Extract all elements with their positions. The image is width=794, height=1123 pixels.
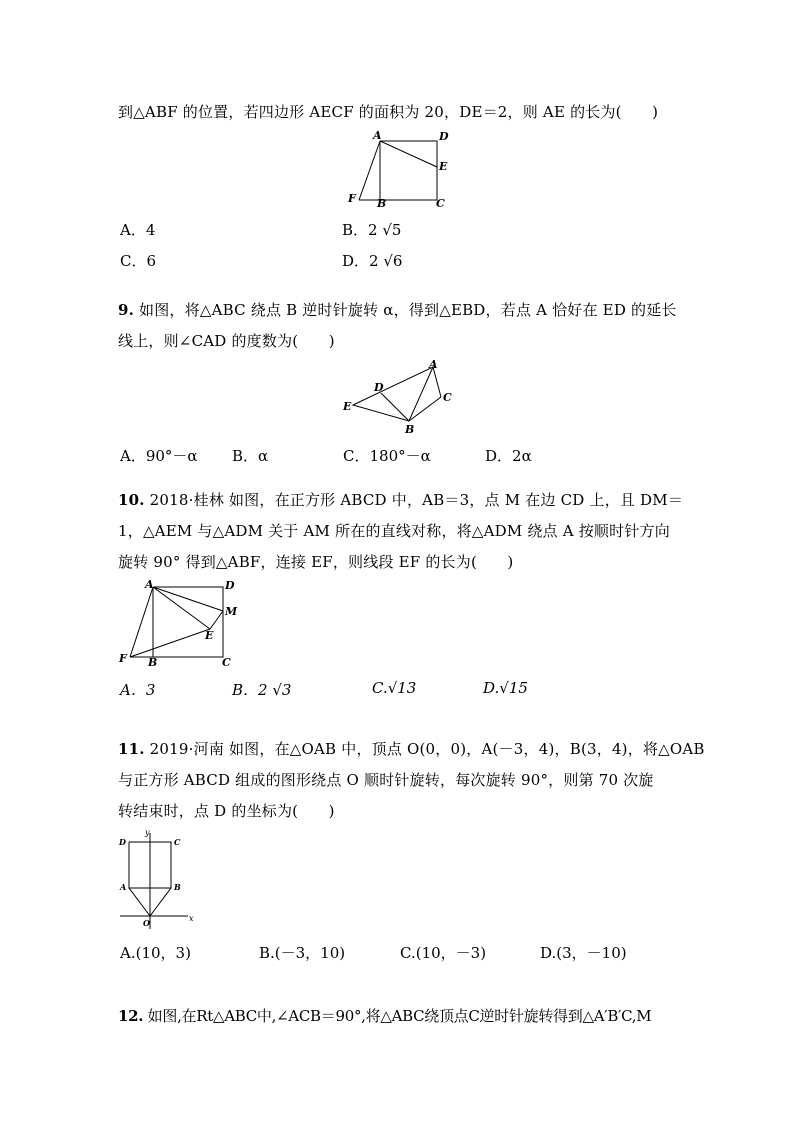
- q11-figure: [116, 826, 201, 935]
- q11-label-C: C: [174, 837, 181, 847]
- q11-option-c: C.(10，－3): [400, 944, 487, 962]
- q12-number: 12.: [118, 1007, 144, 1025]
- q10-line-2: 1，△AEM 与△ADM 关于 AM 所在的直线对称，将△ADM 绕点 A 按顺时针方向: [118, 522, 670, 540]
- q11-line-3: 转结束时，点 D 的坐标为( ): [118, 802, 335, 820]
- q10-label-F: F: [119, 652, 127, 665]
- q9-option-b: B．α: [232, 447, 269, 465]
- q10-label-E: E: [205, 629, 214, 642]
- q11-option-a: A.(10，3): [120, 944, 191, 962]
- q8-label-B: B: [377, 197, 387, 210]
- q10-option-a: A．3: [120, 681, 156, 699]
- q8-label-C: C: [436, 197, 445, 210]
- q10-line-3: 旋转 90° 得到△ABF，连接 EF，则线段 EF 的长为( ): [118, 553, 514, 571]
- q9-label-A: A: [429, 358, 438, 371]
- q10-figure: [118, 578, 248, 677]
- q8-label-E: E: [439, 160, 448, 173]
- q9-line-2: 线上，则∠CAD 的度数为( ): [118, 332, 335, 350]
- q8-label-F: F: [348, 192, 356, 205]
- q11-line-1: [118, 738, 705, 759]
- q10-option-b: B．2 √3: [232, 681, 292, 699]
- q9-option-d: D．2α: [485, 447, 532, 465]
- q11-option-d: D.(3，－10): [540, 944, 627, 962]
- q10-label-M: M: [225, 605, 238, 618]
- q9-option-c: C．180°－α: [343, 447, 431, 465]
- q9-figure: [340, 358, 460, 442]
- q10-label-B: B: [148, 656, 158, 669]
- q11-axis-x: x: [189, 914, 194, 923]
- q12-text-1: 如图,在Rt△ABC中,∠ACB＝90°,将△ABC绕顶点C逆时针旋转得到△A′B′C,M: [147, 1007, 652, 1025]
- q8-label-A: A: [373, 129, 382, 142]
- q8-option-b: B．2 √5: [342, 221, 402, 239]
- q9-label-B: B: [405, 423, 415, 436]
- q8-label-D: D: [439, 130, 449, 143]
- q11-label-B: B: [174, 882, 181, 892]
- q9-line-1: [118, 299, 677, 320]
- q11-number: 11.: [118, 740, 145, 758]
- q10-option-d: D.√15: [483, 679, 528, 697]
- q9-option-a: A．90°－α: [120, 447, 198, 465]
- q9-text-1: 如图，将△ABC 绕点 B 逆时针旋转 α，得到△EBD，若点 A 恰好在 ED 的延长: [139, 301, 677, 319]
- q10-label-C: C: [222, 656, 231, 669]
- q10-label-D: D: [225, 579, 235, 592]
- q8-option-a: A．4: [120, 221, 156, 239]
- q12-line-1: [118, 1005, 651, 1026]
- q9-label-D: D: [374, 381, 384, 394]
- q11-line-2: 与正方形 ABCD 组成的图形绕点 O 顺时针旋转，每次旋转 90°，则第 70 次旋: [118, 771, 654, 789]
- q11-label-O: O: [143, 918, 150, 928]
- q10-text-1: 2018·桂林 如图，在正方形 ABCD 中，AB＝3，点 M 在边 CD 上，且 DM＝: [149, 491, 684, 509]
- q10-number: 10.: [118, 491, 145, 509]
- q11-option-b: B.(－3，10): [259, 944, 346, 962]
- q8-stem-tail: 到△ABF 的位置，若四边形 AECF 的面积为 20，DE＝2，则 AE 的长为( ): [118, 103, 659, 121]
- q11-label-A: A: [120, 882, 127, 892]
- q9-label-E: E: [343, 400, 352, 413]
- q11-text-1: 2019·河南 如图，在△OAB 中，顶点 O(0，0)，A(－3，4)，B(3，4)，将△OAB: [149, 740, 705, 758]
- q8-option-d: D．2 √6: [342, 252, 403, 270]
- q9-number: 9.: [118, 301, 135, 319]
- q11-axis-y: y: [145, 828, 150, 837]
- q9-label-C: C: [443, 391, 452, 404]
- q10-label-A: A: [145, 578, 154, 591]
- q10-line-1: [118, 489, 683, 510]
- q8-figure: [340, 128, 460, 214]
- q11-label-D: D: [119, 837, 126, 847]
- q8-option-c: C．6: [120, 252, 157, 270]
- q10-option-c: C.√13: [372, 679, 417, 697]
